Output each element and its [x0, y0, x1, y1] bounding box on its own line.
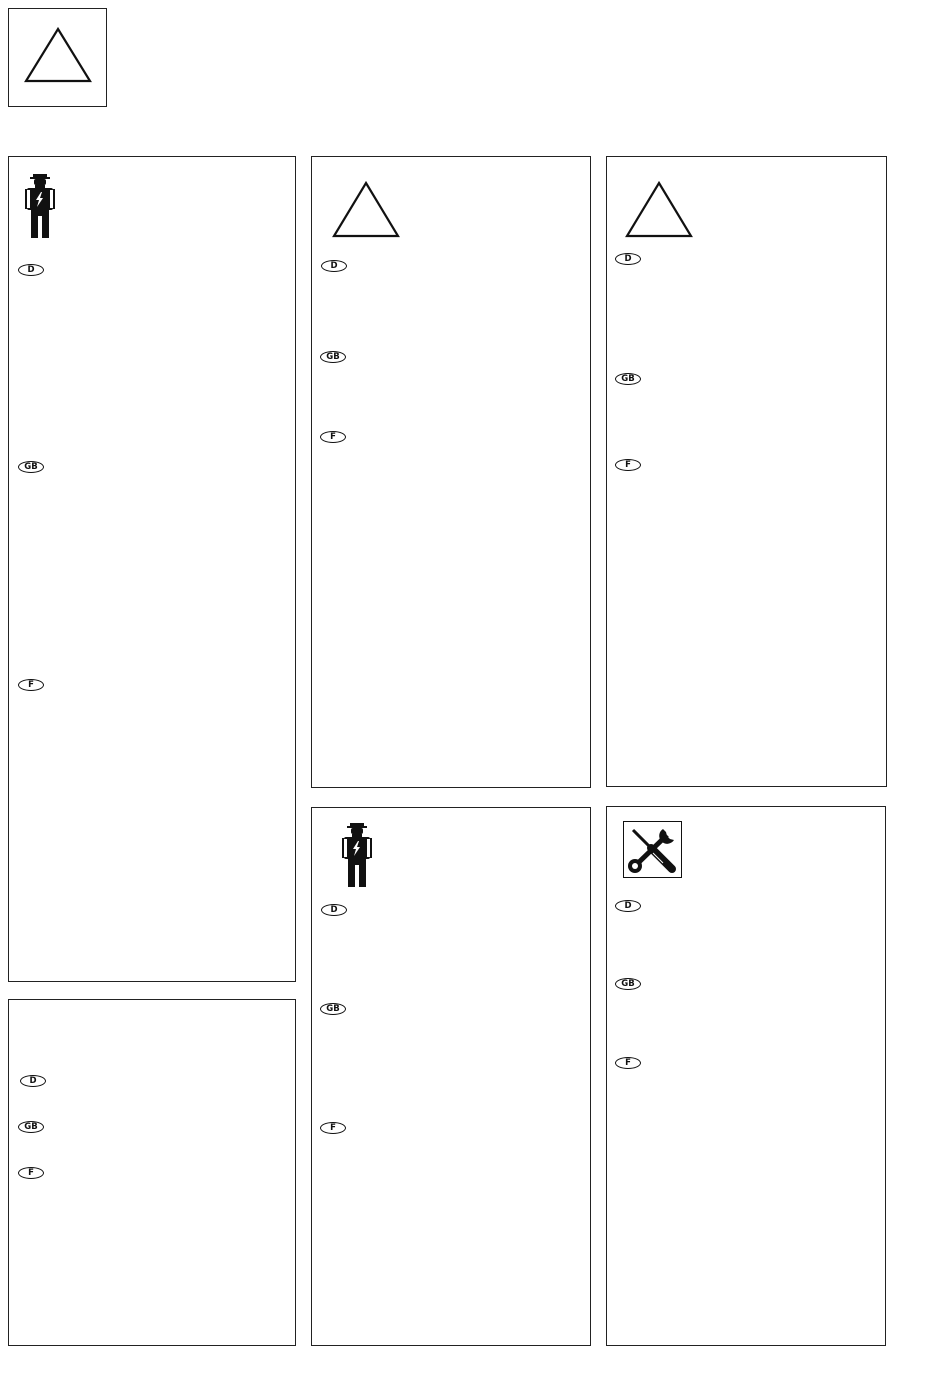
language-badge-de: D	[18, 264, 44, 276]
language-badge-gb: GB	[615, 373, 641, 385]
language-badge-de: D	[321, 904, 347, 916]
language-badge-gb: GB	[320, 1003, 346, 1015]
language-badge-de: D	[321, 260, 347, 272]
language-badge-de: D	[615, 900, 641, 912]
section-warning-right	[606, 156, 887, 787]
section-language-left-bottom	[8, 999, 296, 1346]
language-badge-de: D	[615, 253, 641, 265]
section-electrician-middle	[311, 807, 591, 1346]
section-tools-right	[606, 806, 886, 1346]
warning-triangle-icon	[330, 180, 402, 240]
warning-triangle-icon	[23, 27, 93, 87]
language-badge-gb: GB	[18, 461, 44, 473]
electrician-icon	[340, 819, 374, 889]
language-badge-gb: GB	[320, 351, 346, 363]
section-warning-middle	[311, 156, 591, 788]
language-badge-fr: F	[615, 1057, 641, 1069]
language-badge-de: D	[20, 1075, 46, 1087]
language-badge-fr: F	[18, 679, 44, 691]
language-badge-gb: GB	[18, 1121, 44, 1133]
wrench-screwdriver-icon	[623, 821, 682, 878]
language-badge-fr: F	[320, 431, 346, 443]
language-badge-fr: F	[615, 459, 641, 471]
electrician-icon	[23, 170, 57, 240]
section-electrician-left	[8, 156, 296, 982]
language-badge-fr: F	[18, 1167, 44, 1179]
warning-triangle-icon	[623, 180, 695, 240]
top-warning-box	[8, 8, 107, 107]
language-badge-fr: F	[320, 1122, 346, 1134]
language-badge-gb: GB	[615, 978, 641, 990]
